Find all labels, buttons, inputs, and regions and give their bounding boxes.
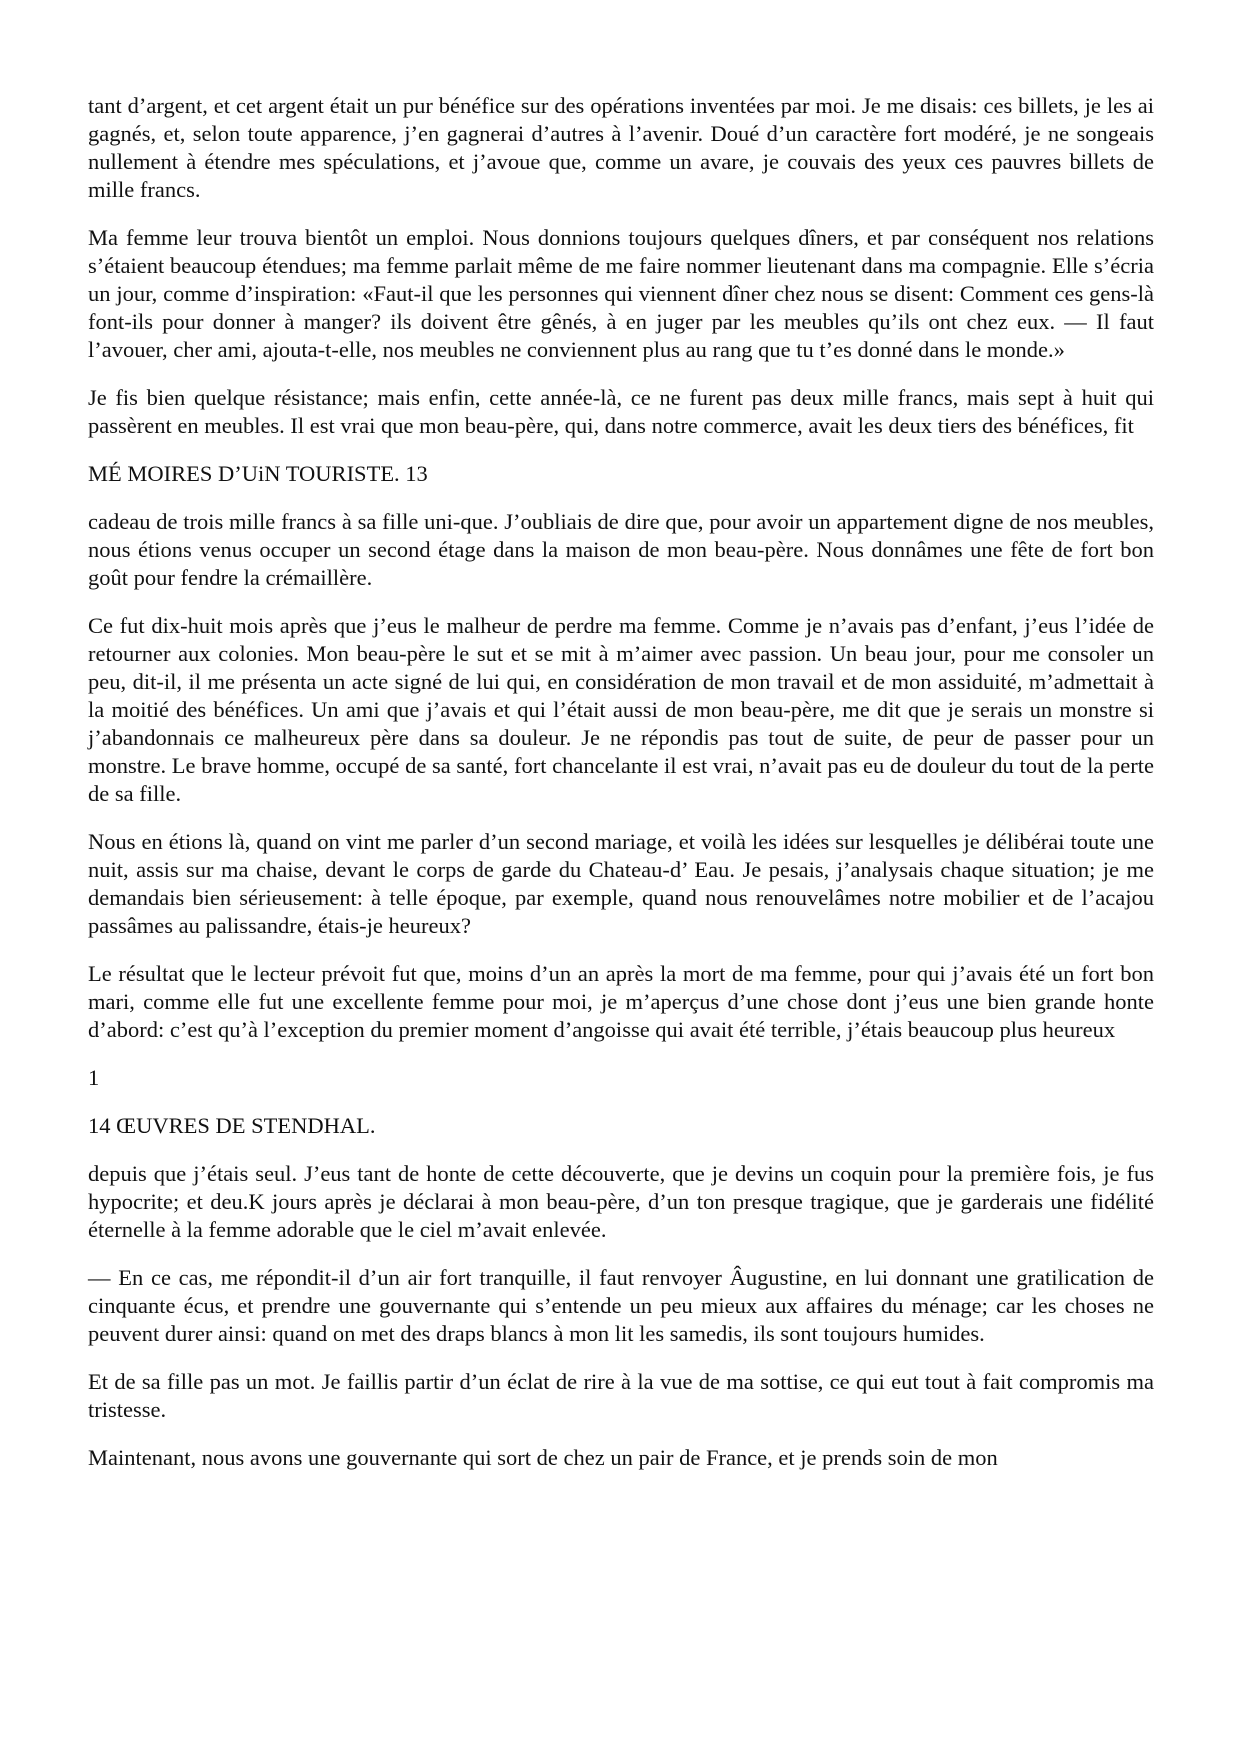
running-header-14: 14 ŒUVRES DE STENDHAL. — [88, 1113, 376, 1138]
paragraph-9: — En ce cas, me répondit-il d’un air fort tranquille, il faut renvoyer Âugustine, en lui donnant une gratilication de cinquante écus, et prendre une gouvernante qui s’entende un peu mieux aux affaires du ménage; car les choses ne peuvent durer ainsi: quand on met des draps blancs à mon lit les samedis, ils sont toujours humides. — [88, 1265, 1154, 1346]
paragraph-6: Nous en étions là, quand on vint me parler d’un second mariage, et voilà les idées sur lesquelles je délibérai toute une nuit, assis sur ma chaise, devant le corps de garde du Chateau-d’ Eau. Je pesais, j’analysais chaque situation; je me demandais bien sérieusement: à telle époque, par exemple, quand nous renouvelâmes notre mobilier et de l’acajou passâmes au palissandre, étais-je heureux? — [88, 829, 1154, 938]
paragraph-8: depuis que j’étais seul. J’eus tant de honte de cette découverte, que je devins un coquin pour la première fois, je fus hypocrite; et deu.K jours après je déclarai à mon beau-père, d’un ton presque tragique, que je garderais une fidélité éternelle à la femme adorable que le ciel m’avait enlevée. — [88, 1161, 1154, 1242]
paragraph-11: Maintenant, nous avons une gouvernante qui sort de chez un pair de France, et je prends soin de mon — [88, 1445, 998, 1470]
paragraph-1: tant d’argent, et cet argent était un pur bénéfice sur des opérations inventées par moi. Je me disais: ces billets, je les ai gagnés, et, selon toute apparence, j’en gagnerai d’autres à l’avenir. Doué d’un caractère fort modéré, je ne songeais nullement à étendre mes spéculations, et j’avoue que, comme un avare, je couvais des yeux ces pauvres billets de mille francs. — [88, 93, 1154, 202]
paragraph-10: Et de sa fille pas un mot. Je faillis partir d’un éclat de rire à la vue de ma sottise, ce qui eut tout à fait compromis ma tristesse. — [88, 1369, 1154, 1422]
paragraph-5: Ce fut dix-huit mois après que j’eus le malheur de perdre ma femme. Comme je n’avais pas d’enfant, j’eus l’idée de retourner aux colonies. Mon beau-père le sut et se mit à m’aimer avec passion. Un beau jour, pour me consoler un peu, dit-il, il me présenta un acte signé de lui qui, en considération de mon travail et de mon assiduité, m’admettait à la moitié des bénéfices. Un ami que j’avais et qui l’était aussi de mon beau-père, me dit que je serais un monstre si j’abandonnais ce malheureux père dans sa douleur. Je ne répondis pas tout de suite, de peur de passer pour un monstre. Le brave homme, occupé de sa santé, fort chancelante il est vrai, n’avait pas eu de douleur du tout de la perte de sa fille. — [88, 613, 1154, 806]
paragraph-2: Ma femme leur trouva bientôt un emploi. Nous donnions toujours quelques dîners, et par conséquent nos relations s’étaient beaucoup étendues; ma femme parlait même de me faire nommer lieutenant dans ma compagnie. Elle s’écria un jour, comme d’inspiration: «Faut-il que les personnes qui viennent dîner chez nous se disent: Comment ces gens-là font-ils pour donner à manger? ils doivent être gênés, à en juger par les meubles qu’ils ont chez eux. — Il faut l’avouer, cher ami, ajouta-t-elle, nos meubles ne conviennent plus au rang que tu t’es donné dans le monde.» — [88, 225, 1154, 362]
stray-page-number: 1 — [88, 1065, 100, 1090]
paragraph-3: Je fis bien quelque résistance; mais enfin, cette année-là, ce ne furent pas deux mille francs, mais sept à huit qui passèrent en meubles. Il est vrai que mon beau-père, qui, dans notre commerce, avait les deux tiers des bénéfices, fit — [88, 385, 1154, 438]
paragraph-4: cadeau de trois mille francs à sa fille uni-que. J’oubliais de dire que, pour avoir un appartement digne de nos meubles, nous étions venus occuper un second étage dans la maison de mon beau-père. Nous donnâmes une fête de fort bon goût pour fendre la crémaillère. — [88, 509, 1154, 590]
paragraph-7: Le résultat que le lecteur prévoit fut que, moins d’un an après la mort de ma femme, pour qui j’avais été un fort bon mari, comme elle fut une excellente femme pour moi, je m’aperçus d’une chose dont j’eus une bien grande honte d’abord: c’est qu’à l’exception du premier moment d’angoisse qui avait été terrible, j’étais beaucoup plus heureux — [88, 961, 1154, 1042]
running-header-13: MÉ MOIRES D’UiN TOURISTE. 13 — [88, 461, 428, 486]
document-page — [88, 92, 1154, 1492]
